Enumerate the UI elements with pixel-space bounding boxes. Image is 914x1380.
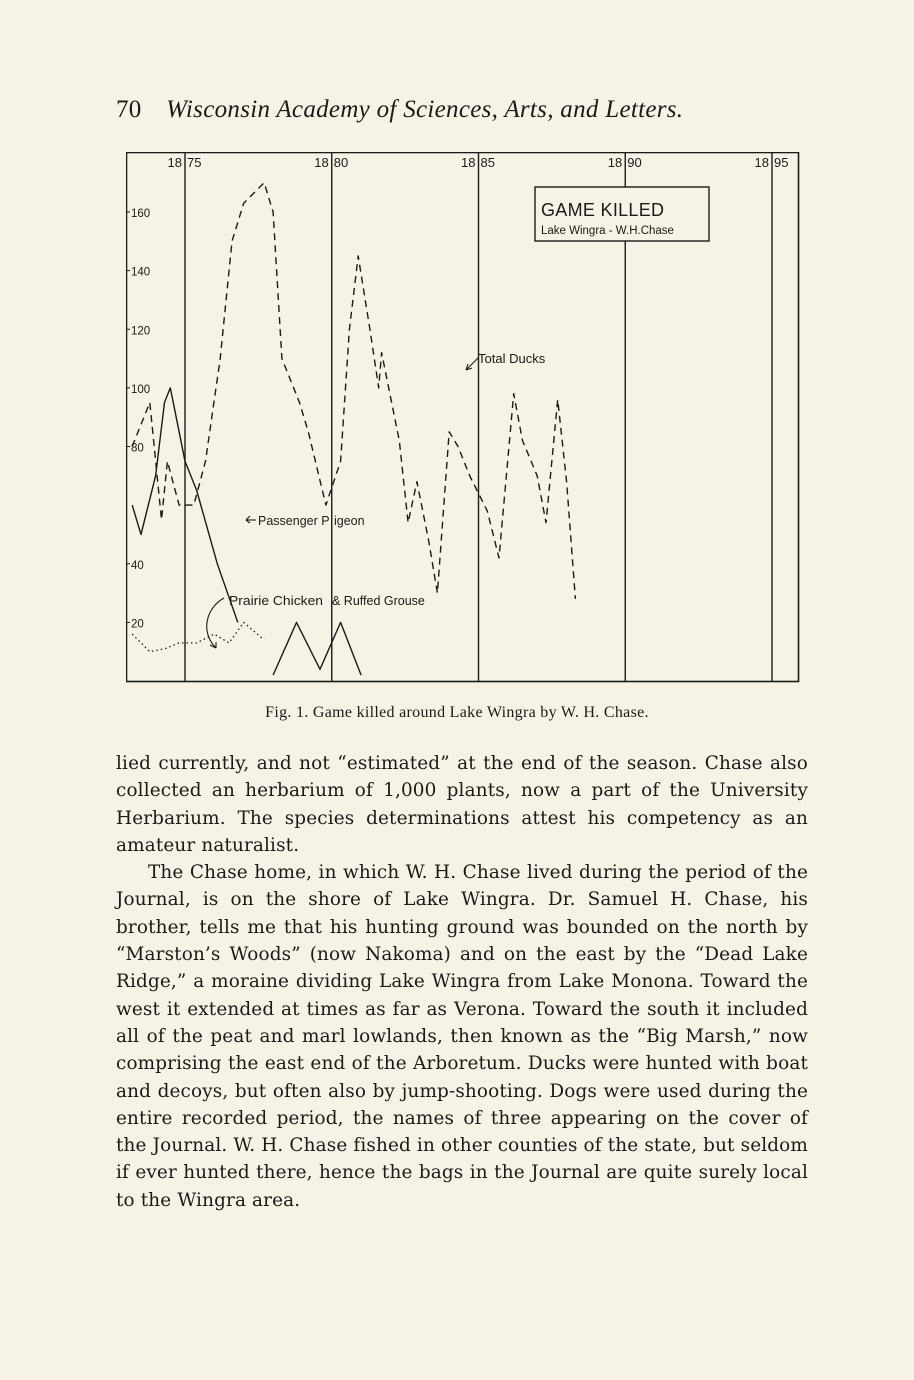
- body-text: [116, 750, 808, 1214]
- label-passenger-pigeon-b: igeon: [334, 514, 365, 528]
- y-tick-label: 120: [131, 325, 151, 338]
- y-tick-label: 80: [131, 442, 144, 455]
- label-total-ducks-text: Total Ducks: [478, 351, 546, 366]
- year-tick-label-decade: 95: [774, 155, 789, 170]
- series-ruffed-grouse: [273, 622, 361, 675]
- label-prairie-chicken-text: Prairie Chicken: [229, 594, 324, 608]
- body-paragraph-2: The Chase home, in which W. H. Chase lived during the period of the Journal, is on the shore of Lake Wingra. Dr. Samuel H. Chase, his brother, tells me that his hunting ground was bounded on the north by “Marston’s Woods” (now Nakoma) and on the east by the “Dead Lake Ridge,” a moraine dividing Lake Wingra from Lake Monona. Toward the west it extended at times as far as Verona. Toward the south it included all of the peat and marl lowlands, then known as the “Big Marsh,” now comprising the east end of the Arboretum. Ducks were hunted with boat and decoys, but often also by jump-shooting. Dogs were used during the entire recorded period, the names of three appearing on the cover of the Journal. W. H. Chase fished in other counties of the state, but seldom if ever hunted there, hence the bags in the Journal are quite surely local to the Wingra area.: [116, 862, 808, 1211]
- year-tick-label-decade: 85: [480, 155, 495, 170]
- y-tick-label: 40: [131, 559, 144, 572]
- year-tick-label-decade: 90: [627, 155, 642, 170]
- year-tick-label-century: 18: [461, 155, 476, 170]
- body-paragraph-1: lied currently, and not “estimated” at the end of the season. Chase also collected an herbarium of 1,000 plants, now a part of the University Herbarium. The species determinations attest his competency as an amateur naturalist.: [116, 753, 808, 856]
- series-prairie-chicken: [132, 622, 264, 651]
- legend-subtitle: Lake Wingra - W.H.Chase: [541, 225, 674, 237]
- running-header: [116, 96, 796, 124]
- label-prairie-chicken: [207, 594, 425, 648]
- y-tick-label: 160: [131, 208, 151, 220]
- year-tick-label-century: 18: [314, 155, 329, 170]
- label-passenger-pigeon-a: Passenger P: [258, 514, 330, 528]
- year-tick-label-century: 18: [607, 155, 623, 170]
- y-tick-label: 140: [131, 266, 151, 279]
- y-axis-ticks: [126, 208, 150, 630]
- year-tick-label-century: 18: [167, 155, 182, 170]
- y-tick-label: 100: [131, 383, 151, 396]
- y-tick-label: 20: [131, 618, 144, 631]
- journal-title: Wisconsin Academy of Sciences, Arts, and Letters.: [166, 96, 684, 123]
- legend-title: GAME KILLED: [541, 200, 665, 220]
- label-passenger-pigeon: [246, 514, 365, 528]
- year-tick-label-decade: 80: [333, 155, 349, 170]
- label-ruffed-grouse: & Ruffed Grouse: [332, 594, 425, 608]
- series-total-ducks: [132, 183, 575, 599]
- year-tick-label-decade: 75: [187, 155, 202, 170]
- figure-caption: Fig. 1. Game killed around Lake Wingra by W. H. Chase.: [265, 704, 649, 721]
- legend-box: [535, 187, 709, 241]
- game-killed-chart: [126, 152, 800, 684]
- year-tick-label-century: 18: [754, 155, 769, 170]
- page-number: 70: [116, 96, 142, 123]
